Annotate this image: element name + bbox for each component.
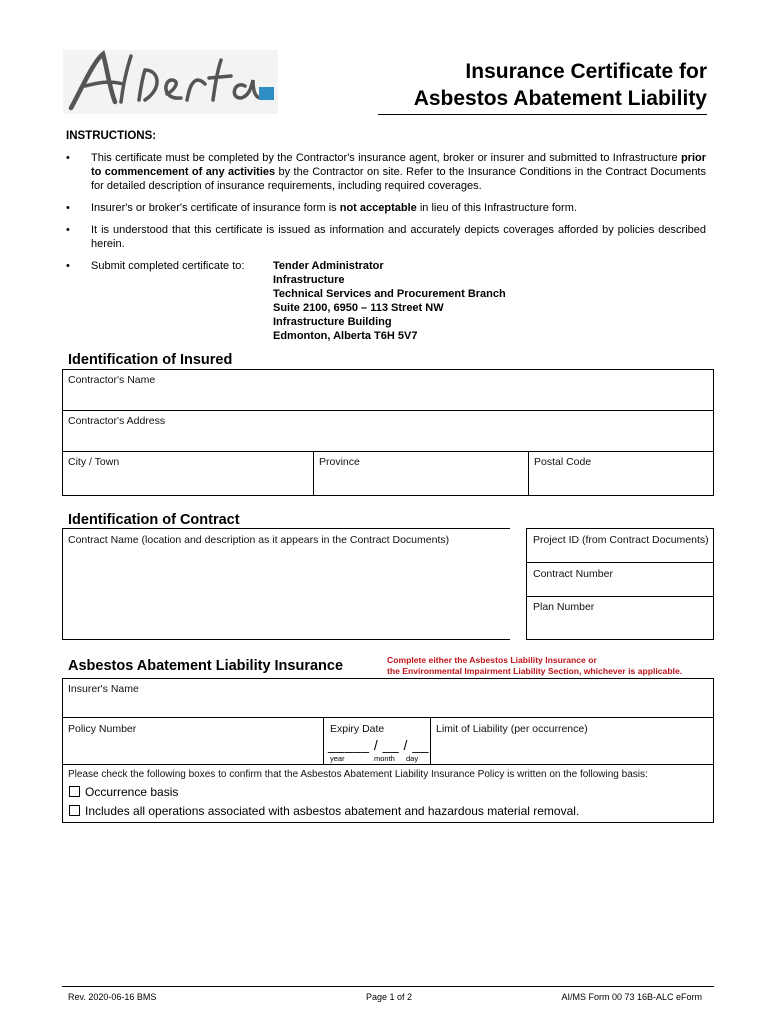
submit-label: Submit completed certificate to: <box>91 260 245 272</box>
liability-note: Complete either the Asbestos Liability Insurance or the Environmental Impairment Liability Section, whichever is applicable. <box>387 655 683 676</box>
page-title <box>414 58 707 112</box>
contract-heading: Identification of Contract <box>68 512 240 528</box>
insured-heading: Identification of Insured <box>68 352 233 368</box>
liability-heading: Asbestos Abatement Liability Insurance <box>68 658 344 674</box>
contractor-name-label: Contractor's Name <box>68 374 156 386</box>
page-number: Page 1 of 2 <box>366 992 413 1002</box>
occurrence-basis-checkbox[interactable] <box>69 786 80 797</box>
instructions-heading: INSTRUCTIONS: <box>66 130 157 142</box>
divider <box>323 717 324 764</box>
province-field[interactable] <box>314 452 528 495</box>
confirm-text: Please check the following boxes to confirm that the Asbestos Abatement Liability Insurance Policy is written on the following basis: <box>68 769 648 780</box>
footer-rule <box>62 986 714 987</box>
insured-box <box>62 369 714 496</box>
insurer-name-label: Insurer's Name <box>68 683 139 695</box>
postal-code-field[interactable] <box>529 452 713 495</box>
province-label: Province <box>319 456 360 468</box>
contract-name-label: Contract Name (location and description as it appears in the Contract Documents) <box>68 534 450 546</box>
city-label: City / Town <box>68 456 120 468</box>
form-id: AI/MS Form 00 73 16B-ALC eForm <box>561 992 702 1002</box>
contractor-address-label: Contractor's Address <box>68 415 166 427</box>
includes-operations-checkbox[interactable] <box>69 805 80 816</box>
expiry-date-label: Expiry Date <box>330 723 385 735</box>
includes-operations-label: Includes all operations associated with asbestos abatement and hazardous material removal. <box>85 804 580 818</box>
month-label: month <box>374 754 395 763</box>
instruction-item: • This certificate must be completed by the Contractor's insurance agent, broker or insurer and submitted to Infrastructure prior to commencement of any activities by the Contractor on site. Refer to the Insurance Conditions in the Contract Documents for detailed description of insurance requirements, including required coverages. <box>66 152 706 192</box>
title-line-2: Asbestos Abatement Liability <box>413 87 707 110</box>
occurrence-basis-label: Occurrence basis <box>85 785 179 799</box>
contractor-address-field[interactable] <box>63 411 713 451</box>
policy-number-label: Policy Number <box>68 723 137 735</box>
insurer-name-field[interactable] <box>63 679 713 717</box>
policy-number-field[interactable] <box>63 718 323 764</box>
contract-name-box[interactable] <box>62 528 510 640</box>
postal-code-label: Postal Code <box>534 456 592 468</box>
bullet-icon: • <box>66 260 70 272</box>
plan-number-field[interactable] <box>527 597 713 639</box>
includes-operations-option[interactable] <box>69 804 579 818</box>
title-divider <box>378 114 707 115</box>
expiry-date-field[interactable]: _____ / __ / __ <box>328 737 429 753</box>
revision-label: Rev. 2020-06-16 BMS <box>68 992 157 1002</box>
plan-number-label: Plan Number <box>533 601 595 613</box>
instruction-item: • It is understood that this certificate is issued as information and accurately depicts coverages afforded by policies described herein. <box>66 224 706 250</box>
city-field[interactable] <box>63 452 313 495</box>
submit-address: Tender Administrator Infrastructure Technical Services and Procurement Branch Suite 2100, 6950 – 113 Street NW Infrastructure Building Edmonton, Alberta T6H 5V7 <box>273 260 506 342</box>
contract-id-box <box>526 528 714 640</box>
liability-box <box>62 678 714 823</box>
day-label: day <box>406 754 419 763</box>
divider <box>63 764 713 765</box>
contract-number-label: Contract Number <box>533 568 613 580</box>
limit-label: Limit of Liability (per occurrence) <box>436 723 588 735</box>
instruction-item: • Insurer's or broker's certificate of insurance form is not acceptable in lieu of this Infrastructure form. <box>66 202 577 214</box>
limit-field[interactable] <box>431 718 713 764</box>
contract-number-field[interactable] <box>527 563 713 596</box>
bullet-icon: • <box>66 224 70 236</box>
alberta-logo-graphic <box>63 50 278 114</box>
bullet-icon: • <box>66 202 70 214</box>
instruction-item-submit <box>66 259 706 343</box>
project-id-label: Project ID (from Contract Documents) <box>533 534 709 546</box>
title-line-1: Insurance Certificate for <box>465 60 707 83</box>
logo-blue-square <box>259 87 274 100</box>
occurrence-basis-option[interactable] <box>69 785 178 799</box>
bullet-icon: • <box>66 152 70 164</box>
project-id-field[interactable] <box>527 529 713 562</box>
instructions-list <box>66 151 706 351</box>
year-label: year <box>330 754 345 763</box>
contractor-name-field[interactable] <box>63 370 713 410</box>
alberta-logo <box>63 50 278 114</box>
